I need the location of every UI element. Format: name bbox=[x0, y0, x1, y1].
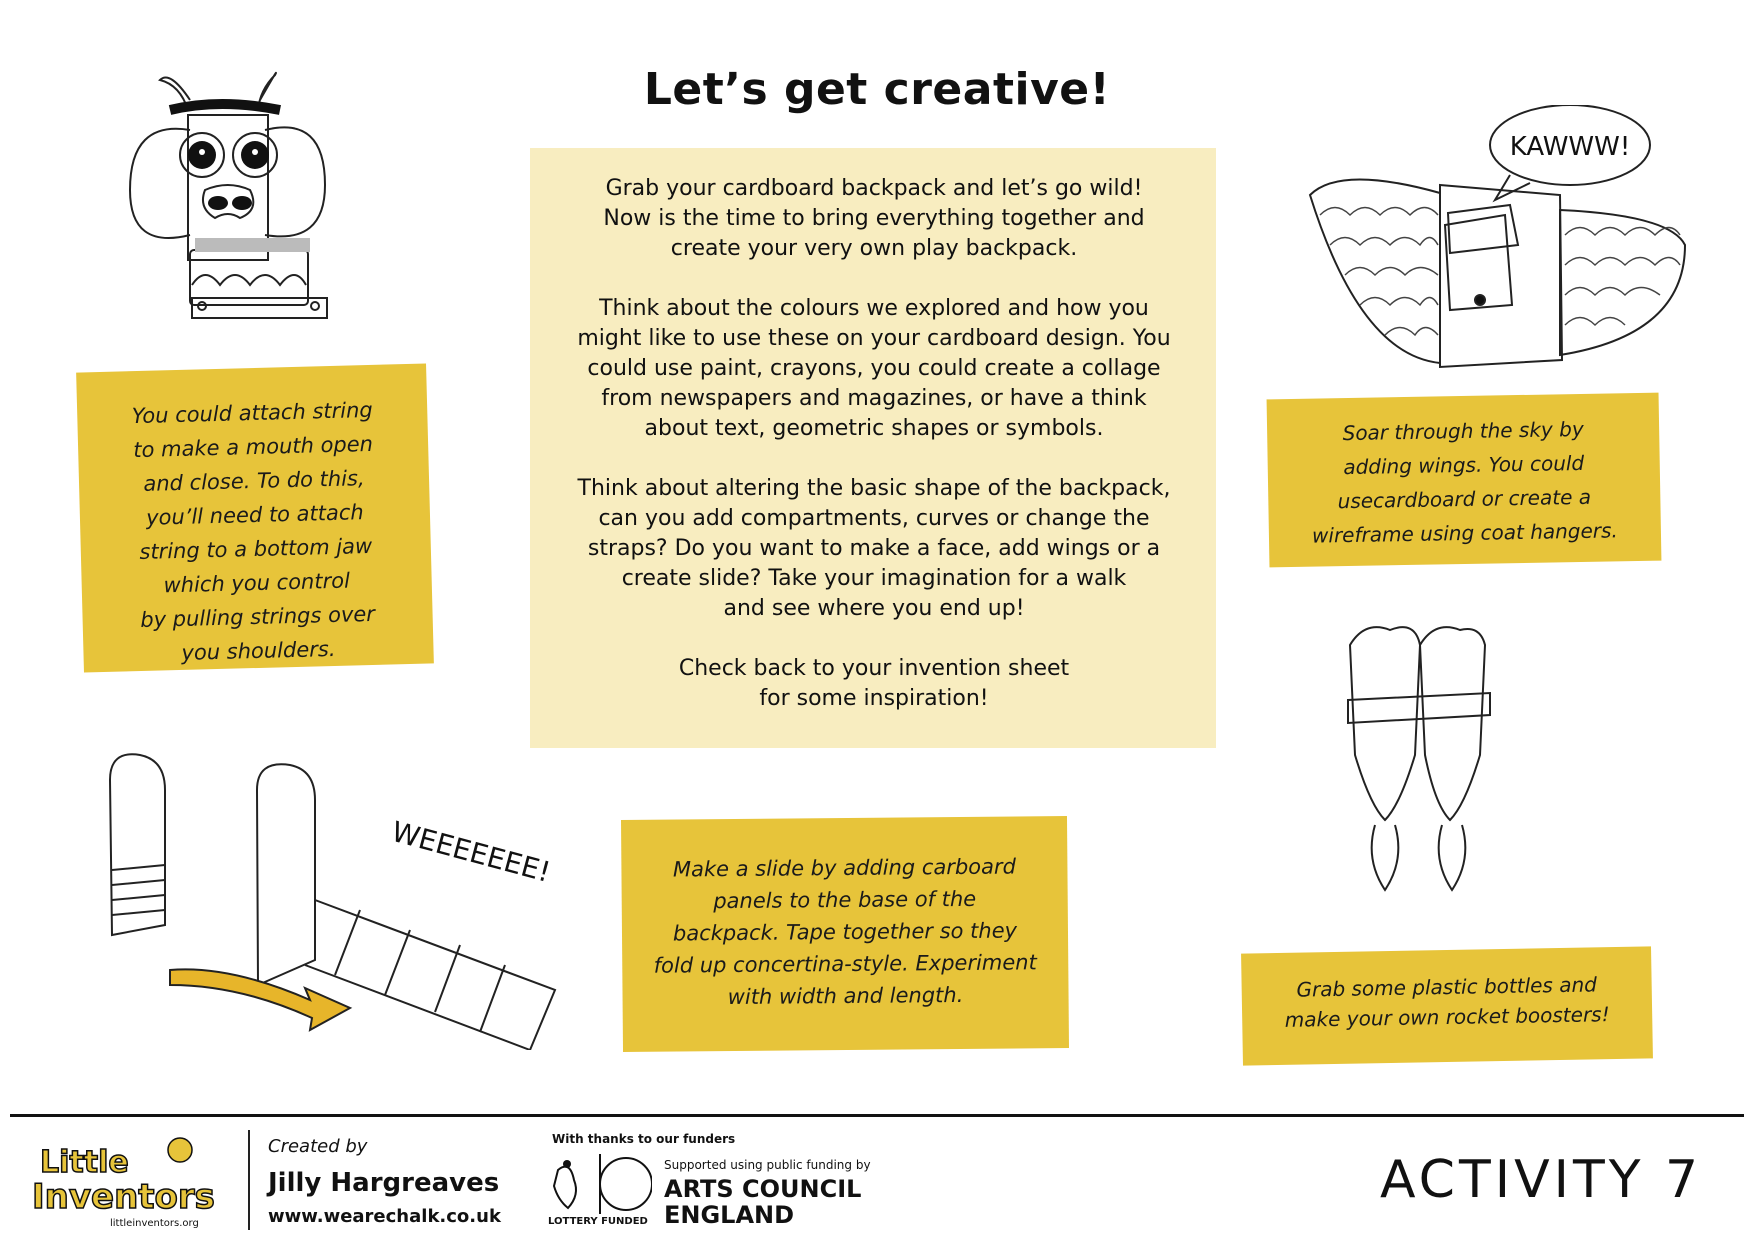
logo-little: Little bbox=[40, 1145, 129, 1180]
funders-heading: With thanks to our funders bbox=[552, 1132, 736, 1146]
winged-backpack-drawing bbox=[1300, 105, 1700, 395]
footer-divider bbox=[10, 1114, 1744, 1117]
note-slide: Make a slide by adding carboard panels to the base of the backpack. Tape together so they fold up concertina-style. Experiment with width and length. bbox=[621, 816, 1069, 1052]
page-title: Let’s get creative! bbox=[643, 64, 1111, 115]
activity-number: ACTIVITY 7 bbox=[1380, 1150, 1703, 1210]
arts-council-name: ARTS COUNCIL ENGLAND bbox=[664, 1175, 862, 1229]
created-by-label: Created by bbox=[268, 1136, 368, 1157]
author-website: www.wearechalk.co.uk bbox=[268, 1206, 501, 1227]
speech-bubble-text: KAWWW! bbox=[1509, 132, 1631, 162]
rocket-boosters-drawing bbox=[1330, 615, 1520, 915]
footer-separator bbox=[248, 1130, 250, 1230]
note-wings: Soar through the sky by adding wings. You could usecardboard or create a wireframe using coat hangers. bbox=[1267, 393, 1662, 568]
author-name: Jilly Hargreaves bbox=[268, 1168, 500, 1198]
lottery-funded-label: LOTTERY FUNDED bbox=[548, 1216, 648, 1227]
logo-url: littleinventors.org bbox=[110, 1218, 199, 1229]
slide-drawing bbox=[100, 750, 580, 1050]
arts-council-supported: Supported using public funding by bbox=[664, 1158, 871, 1172]
note-rocket-boosters: Grab some plastic bottles and make your own rocket boosters! bbox=[1241, 946, 1653, 1065]
monster-face-drawing bbox=[110, 60, 340, 340]
logo-inventors: Inventors bbox=[32, 1177, 215, 1217]
little-inventors-logo bbox=[30, 1128, 230, 1232]
instructions-text: Grab your cardboard backpack and let’s go wild! Now is the time to bring everything together and create your very own play backpack. Think about the colours we explored and how you might like to use these on your cardboard design. You could use paint, crayons, you could create a collage from newspapers and magazines, or have a think about text, geometric shapes or symbols. Think about altering the basic shape of the backpack, can you add compartments, curves or change the straps? Do you want to make a face, add wings or a create slide? Take your imagination for a walk and see where you end up! Check back to your invention sheet for some inspiration! bbox=[577, 176, 1171, 711]
slide-sound-text: WEEEEEEE! bbox=[388, 814, 554, 889]
note-string-mouth: You could attach string to make a mouth open and close. To do this, you’ll need to attach string to a bottom jaw which you control by pulling strings over you shoulders. bbox=[76, 363, 434, 672]
